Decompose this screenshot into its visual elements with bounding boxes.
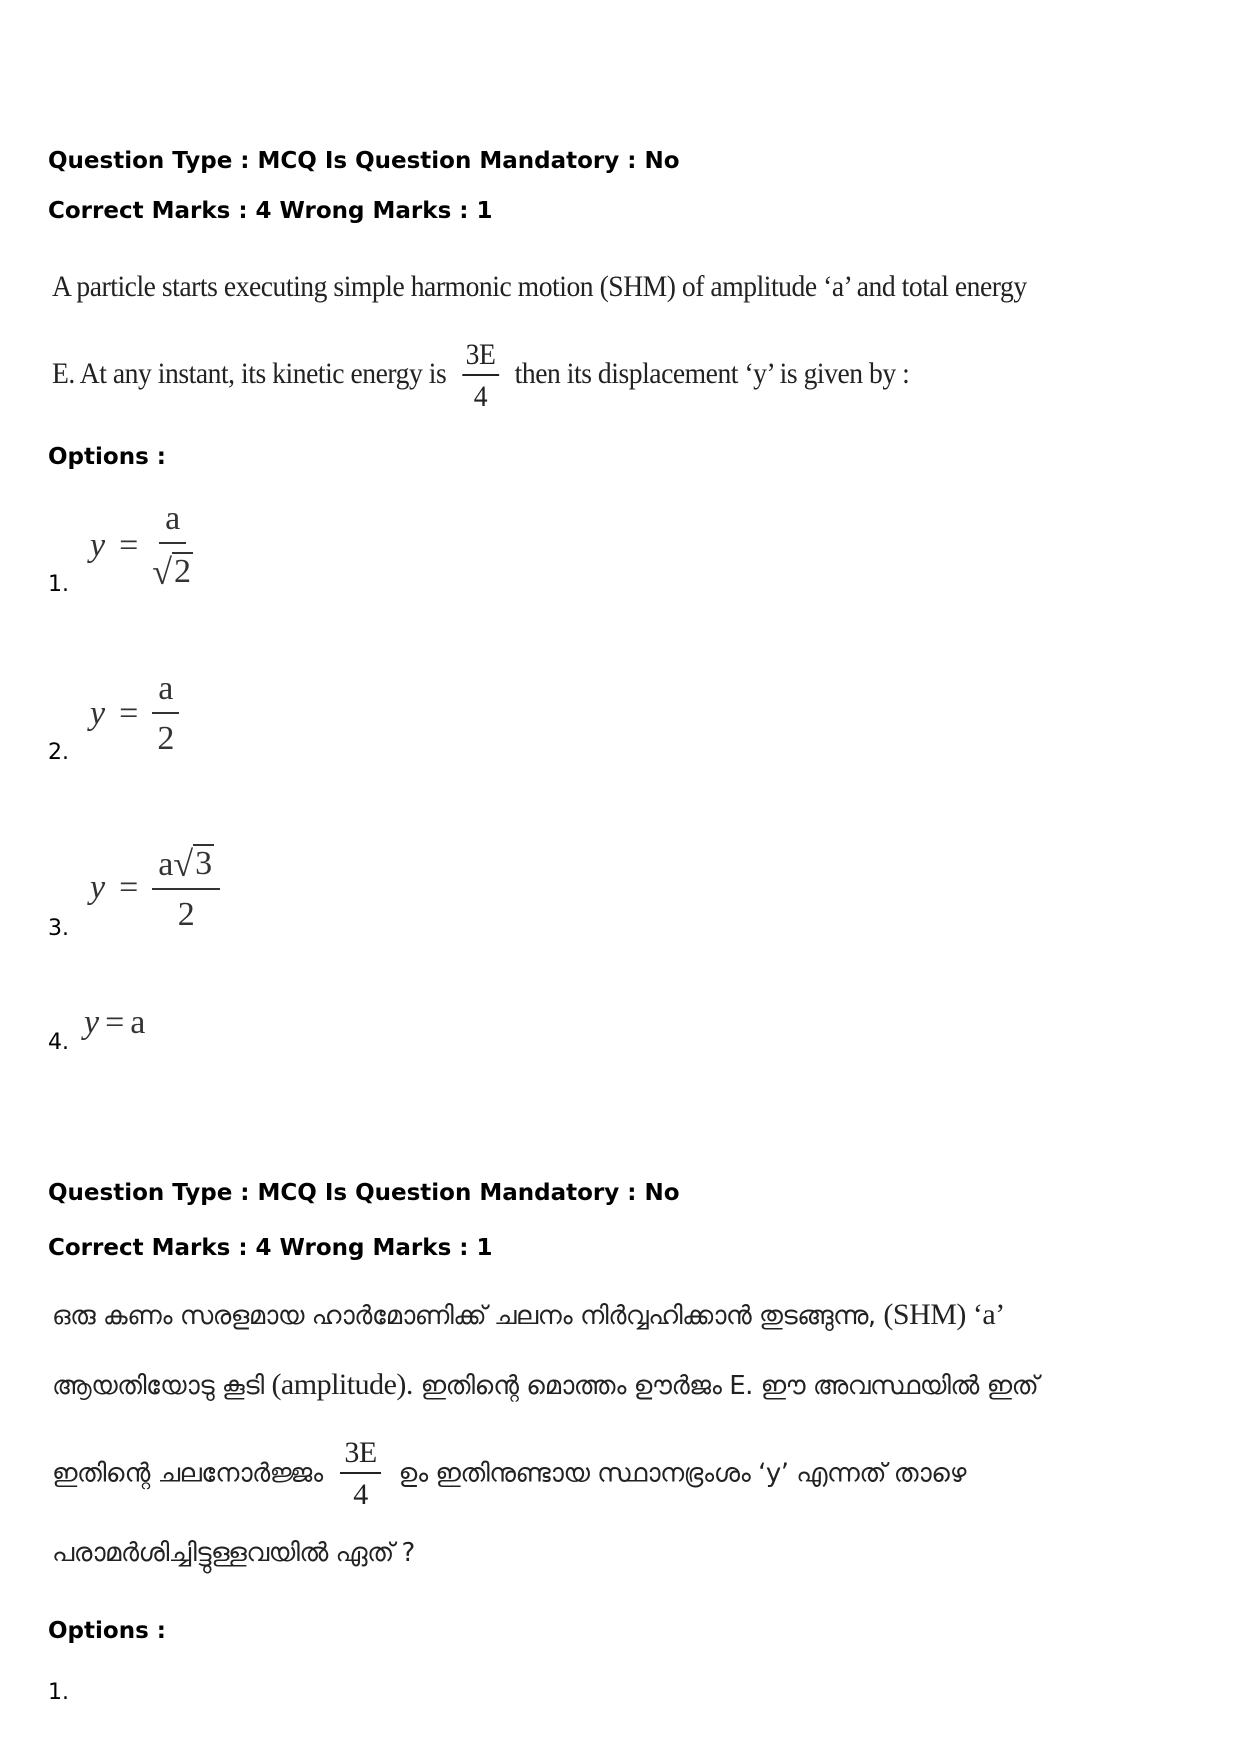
q2-line2-malayalam-b: ഇതിന്റെ മൊത്തം ഊർജം E. ഈ അവസ്ഥയിൽ ഇത്	[420, 1371, 1039, 1401]
option-denominator: 2	[177, 895, 195, 933]
numerator-a: a	[158, 845, 174, 883]
q1-kinetic-fraction	[462, 340, 499, 412]
option-variable: y	[90, 526, 106, 564]
option-fraction	[152, 844, 220, 932]
q1-question-line2-pre: E. At any instant, its kinetic energy is	[52, 356, 447, 390]
q1-option2[interactable]	[90, 672, 179, 756]
q2-options-label: Options :	[48, 1618, 166, 1644]
q2-question-line3	[52, 1438, 966, 1510]
option-equals: =	[119, 695, 139, 732]
fraction-denominator: 4	[353, 1478, 368, 1511]
q1-question-line2	[52, 340, 909, 412]
q1-option3[interactable]	[90, 844, 220, 932]
option-numerator: a	[152, 672, 179, 714]
q1-option1[interactable]	[90, 502, 193, 590]
option-variable: y	[90, 868, 106, 906]
q2-line3-malayalam-b: ഉം ഇതിനുണ്ടായ സ്ഥാനഭ്രംശം ‘y’ എന്നത് താഴെ	[398, 1458, 966, 1489]
q2-option1-number: 1.	[48, 1680, 69, 1705]
sqrt-sign-icon: √	[173, 843, 194, 884]
q1-option2-number: 2.	[48, 740, 69, 765]
option-variable: y	[90, 695, 106, 732]
option-fraction	[152, 672, 179, 756]
option-equals: =	[119, 868, 139, 906]
q2-marks: Correct Marks : 4 Wrong Marks : 1	[48, 1235, 493, 1261]
option-numerator	[152, 844, 220, 890]
q2-line2-english: (amplitude).	[271, 1368, 413, 1401]
q1-options-label: Options :	[48, 444, 166, 470]
q1-option4-number: 4.	[48, 1030, 69, 1055]
fraction-numerator: 3E	[340, 1438, 380, 1474]
q1-option3-number: 3.	[48, 916, 69, 941]
sqrt-radicand: 2	[174, 553, 192, 590]
q1-question-line1: A particle starts executing simple harmonic motion (SHM) of amplitude ‘a’ and total energy	[52, 270, 1027, 303]
option-fraction	[152, 502, 193, 590]
q2-line1-malayalam: ഒരു കണം സരളമായ ഹാർമോണിക്ക് ചലനം നിർവ്വഹിക്കാൻ തുടങ്ങുന്നു,	[52, 1301, 876, 1331]
q2-question-line4: പരാമർശിച്ചിട്ടുള്ളവയിൽ ഏത് ?	[52, 1538, 415, 1568]
fraction-denominator: 4	[473, 380, 488, 413]
q2-line1-english: (SHM) ‘a’	[883, 1298, 1005, 1331]
q1-question-type: Question Type : MCQ Is Question Mandatory : No	[48, 148, 680, 174]
q1-question-line2-post: then its displacement ‘y’ is given by :	[514, 356, 910, 390]
sqrt-radicand: 3	[195, 845, 213, 882]
option-equals: =	[119, 526, 139, 564]
option-numerator: a	[159, 502, 186, 544]
option-variable: y	[84, 1004, 100, 1041]
q1-option1-number: 1.	[48, 572, 69, 597]
sqrt-sign-icon: √	[152, 551, 173, 592]
option-denominator: 2	[157, 720, 175, 757]
option-equals: =	[105, 1004, 125, 1041]
q2-kinetic-fraction	[340, 1438, 380, 1510]
q2-line3-malayalam-a: ഇതിന്റെ ചലനോർജ്ജം	[52, 1458, 323, 1489]
q1-option4[interactable]	[84, 1004, 145, 1042]
q2-line2-malayalam-a: ആയതിയോടു കൂടി	[52, 1371, 264, 1401]
q1-marks: Correct Marks : 4 Wrong Marks : 1	[48, 198, 493, 224]
option-rhs: a	[130, 1004, 146, 1041]
q2-question-type: Question Type : MCQ Is Question Mandatory : No	[48, 1180, 680, 1206]
q2-question-line2	[52, 1368, 1038, 1402]
option-denominator	[152, 544, 193, 590]
fraction-numerator: 3E	[462, 340, 499, 376]
q2-question-line1	[52, 1298, 1005, 1332]
